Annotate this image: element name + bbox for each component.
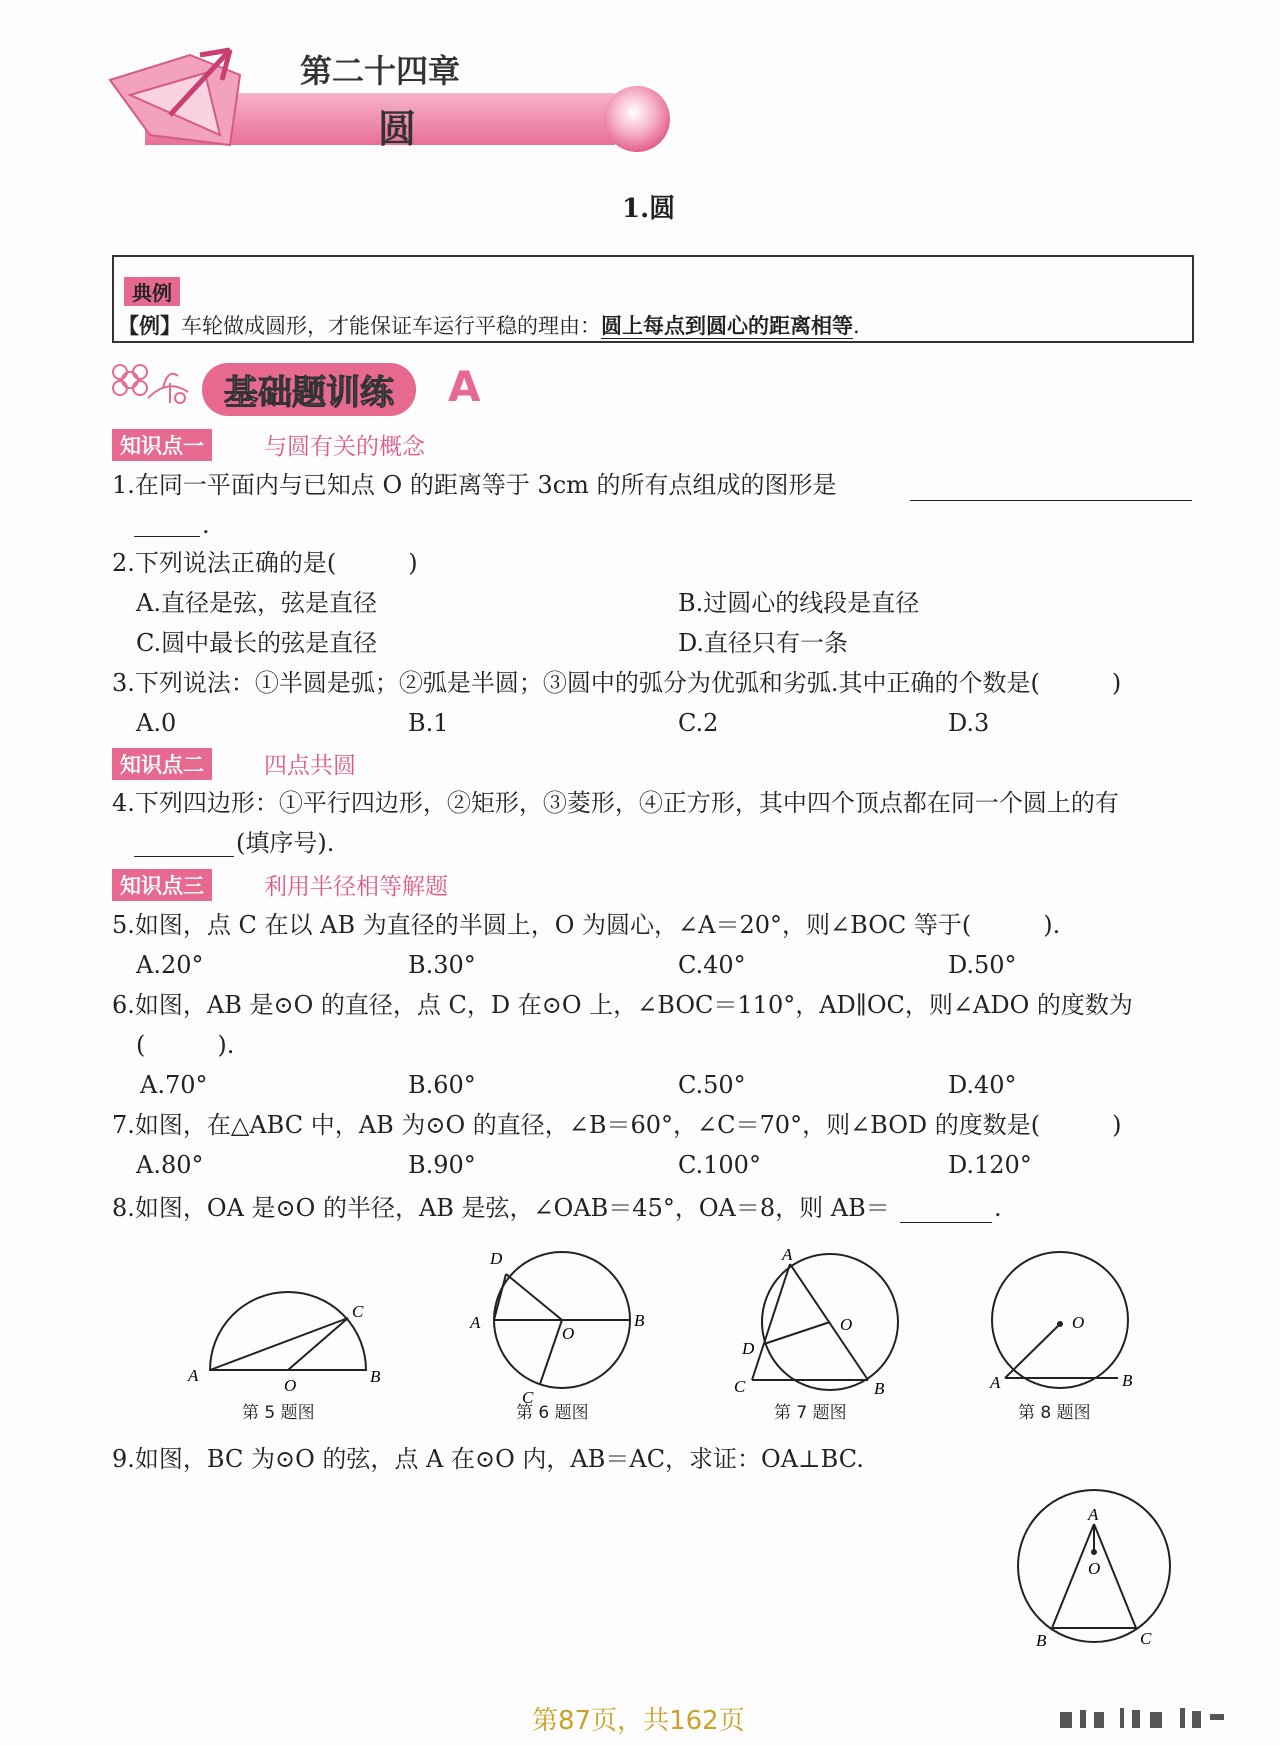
- q6-option-b: B.60°: [408, 1071, 476, 1099]
- kp3-title: 利用半径相等解题: [264, 874, 448, 900]
- figure-5: [180, 1280, 400, 1395]
- fig8-circle: [992, 1252, 1128, 1388]
- figure-8: [980, 1250, 1150, 1390]
- example-tag: 典例: [124, 277, 180, 306]
- fig7-ac: [752, 1264, 790, 1380]
- fig7-caption: 第 7 题图: [774, 1403, 847, 1423]
- flower-icon: [108, 358, 203, 417]
- q2-option-d: D.直径只有一条: [678, 629, 849, 657]
- barcode-graphic: [1060, 1708, 1260, 1734]
- q9-stem: 9.如图，BC 为⊙O 的弦，点 A 在⊙O 内，AB＝AC，求证：OA⊥BC.: [112, 1445, 864, 1473]
- fig6-do: [506, 1274, 562, 1320]
- fig8-oa: [1005, 1324, 1060, 1378]
- fig5-oc: [288, 1318, 348, 1370]
- fig6-label-b: B: [634, 1311, 645, 1330]
- q2-option-a: A.直径是弦，弦是直径: [136, 589, 377, 617]
- q8-end: .: [994, 1194, 1002, 1222]
- fig9-label-o: O: [1088, 1559, 1101, 1578]
- example-text: [118, 311, 860, 341]
- fig8-caption: 第 8 题图: [1018, 1403, 1091, 1423]
- q7-option-d: D.120°: [948, 1151, 1032, 1179]
- example-prefix: 【例】: [118, 313, 181, 338]
- q6-line2: ( ).: [136, 1031, 235, 1059]
- q3-option-c: C.2: [678, 709, 719, 737]
- figure-9: [1010, 1488, 1190, 1658]
- q7-stem: 7.如图，在△ABC 中，AB 为⊙O 的直径，∠B＝60°，∠C＝70°，则∠BOD 的度数是( ): [112, 1111, 1122, 1139]
- q1-line1: 1.在同一平面内与已知点 O 的距离等于 3cm 的所有点组成的图形是: [112, 471, 837, 499]
- fig5-label-b: B: [370, 1367, 381, 1386]
- q7-option-c: C.100°: [678, 1151, 761, 1179]
- q4-blank: [134, 856, 234, 857]
- q3-option-a: A.0: [136, 709, 177, 737]
- fig7-label-b: B: [874, 1379, 885, 1398]
- q3-option-d: D.3: [948, 709, 990, 737]
- q1-end: .: [202, 511, 210, 539]
- fig7-label-o: O: [840, 1315, 853, 1334]
- fig8-label-a: A: [990, 1373, 1001, 1392]
- q5-stem: 5.如图，点 C 在以 AB 为直径的半圆上，O 为圆心，∠A＝20°，则∠BOC 等于( ).: [112, 911, 1061, 939]
- fig6-caption: 第 6 题图: [516, 1403, 589, 1423]
- training-title: 基础题训练: [202, 363, 416, 416]
- fig6-label-a: A: [470, 1313, 481, 1332]
- fig7-label-d: D: [742, 1339, 755, 1358]
- q2-stem: 2.下列说法正确的是( ): [112, 549, 418, 577]
- q5-option-c: C.40°: [678, 951, 746, 979]
- fig6-label-o: O: [562, 1324, 575, 1343]
- fig5-label-a: A: [188, 1366, 199, 1385]
- q4-line2: (填序号).: [236, 829, 335, 857]
- fig6-label-d: D: [490, 1249, 503, 1268]
- fig7-od: [764, 1322, 830, 1344]
- example-end: .: [853, 314, 860, 338]
- fig9-label-a: A: [1088, 1505, 1099, 1524]
- fig8-center-point: [1057, 1321, 1063, 1327]
- example-box: [112, 255, 1194, 343]
- q2-option-b: B.过圆心的线段是直径: [678, 589, 920, 617]
- fig5-ac: [210, 1318, 348, 1370]
- q2-option-c: C.圆中最长的弦是直径: [136, 629, 378, 657]
- kp1-tag: 知识点一: [112, 429, 212, 461]
- q8-stem: 8.如图，OA 是⊙O 的半径，AB 是弦，∠OAB＝45°，OA＝8，则 AB＝: [112, 1194, 890, 1222]
- fig5-label-o: O: [284, 1376, 297, 1395]
- training-level: A: [448, 362, 481, 411]
- q8-blank: [900, 1222, 992, 1223]
- kp1-title: 与圆有关的概念: [264, 434, 425, 460]
- fig8-label-o: O: [1072, 1313, 1085, 1332]
- section-title: 1.圆: [622, 194, 676, 224]
- fig9-label-b: B: [1036, 1631, 1047, 1650]
- fig5-semicircle: [210, 1292, 366, 1370]
- figure-7: [728, 1246, 908, 1396]
- fig9-ac: [1094, 1524, 1136, 1628]
- figure-6: [470, 1238, 650, 1408]
- fig8-label-b: B: [1122, 1371, 1133, 1390]
- fig7-label-c: C: [734, 1377, 746, 1396]
- q4-line1: 4.下列四边形：①平行四边形，②矩形，③菱形，④正方形，其中四个顶点都在同一个圆上的有: [112, 789, 1119, 817]
- q3-stem: 3.下列说法：①半圆是弧；②弧是半圆；③圆中的弧分为优弧和劣弧.其中正确的个数是( ): [112, 669, 1122, 697]
- fig5-caption: 第 5 题图: [242, 1403, 315, 1423]
- q6-option-a: A.70°: [140, 1071, 208, 1099]
- kp3-tag: 知识点三: [112, 869, 212, 901]
- q5-option-a: A.20°: [136, 951, 204, 979]
- q3-option-b: B.1: [408, 709, 449, 737]
- page-number: 第87页，共162页: [532, 1706, 745, 1736]
- fig5-label-c: C: [352, 1302, 364, 1321]
- fig9-center-point: [1091, 1549, 1097, 1555]
- q1-blank-b: [134, 536, 200, 537]
- q7-option-b: B.90°: [408, 1151, 476, 1179]
- q6-option-d: D.40°: [948, 1071, 1017, 1099]
- fig7-label-a: A: [782, 1245, 793, 1264]
- q5-option-b: B.30°: [408, 951, 476, 979]
- fig6-oc: [540, 1320, 562, 1384]
- q1-blank-a: [910, 500, 1192, 501]
- example-answer: 圆上每点到圆心的距离相等: [601, 313, 853, 338]
- fig9-label-c: C: [1140, 1629, 1152, 1648]
- q5-option-d: D.50°: [948, 951, 1017, 979]
- q7-option-a: A.80°: [136, 1151, 204, 1179]
- fig6-label-c: C: [522, 1388, 534, 1407]
- chapter-label: 第二十四章: [300, 52, 461, 90]
- kp2-tag: 知识点二: [112, 748, 212, 780]
- q6-line1: 6.如图，AB 是⊙O 的直径，点 C，D 在⊙O 上，∠BOC＝110°，AD∥OC，则∠ADO 的度数为: [112, 991, 1133, 1019]
- example-question: 车轮做成圆形，才能保证车运行平稳的理由：: [181, 314, 601, 338]
- kp2-title: 四点共圆: [264, 753, 356, 779]
- fig6-ad: [494, 1274, 506, 1320]
- chapter-title: 圆: [378, 107, 417, 151]
- q6-option-c: C.50°: [678, 1071, 746, 1099]
